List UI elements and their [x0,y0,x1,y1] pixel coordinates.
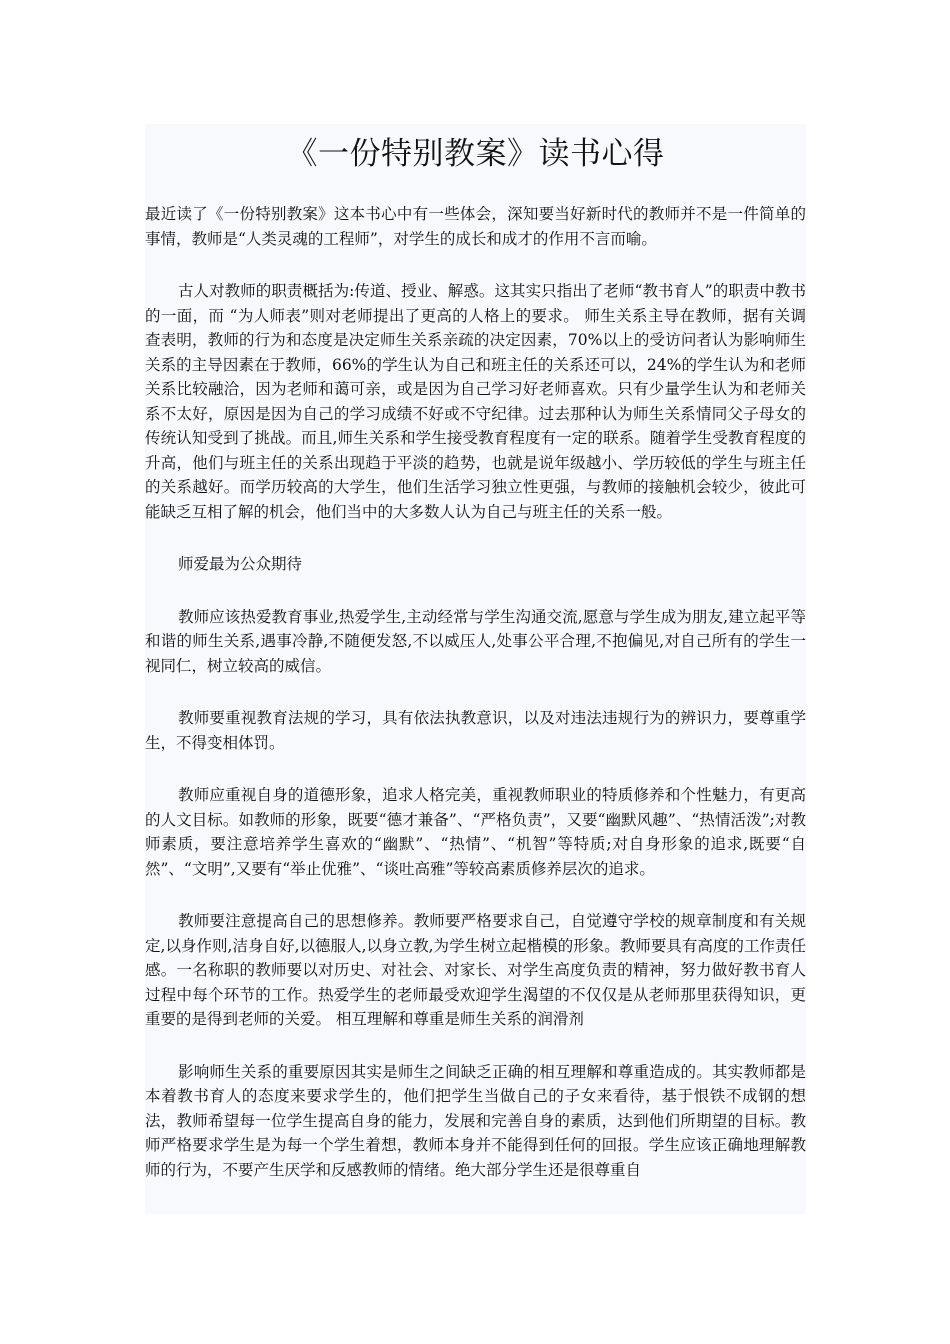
paragraph-teacher-duties: 古人对教师的职责概括为:传道、授业、解惑。这其实只指出了老师“教书育人”的职责中教书的一面，而 “为人师表”则对老师提出了更高的人格上的要求。 师生关系主导在教师，据有关调查表明，教师的行为和态度是决定师生关系亲疏的决定因素，70%以上的受访问者认为影响师生关系的主导因素在于教师，66%的学生认为自己和班主任的关系还可以，24%的学生认为和老师关系比较融洽，因为老师和蔼可亲，或是因为自己学习好老师喜欢。只有少量学生认为和老师关系不太好，原因是因为自己的学习成绩不好或不守纪律。过去那种认为师生关系情同父子母女的传统认知受到了挑战。而且,师生关系和学生接受教育程度有一定的联系。随着学生受教育程度的升高，他们与班主任的关系出现趋于平淡的趋势，也就是说年级越小、学历较低的学生与班主任的关系越好。而学历较高的大学生，他们生活学习独立性更强，与教师的接触机会较少，彼此可能缺乏互相了解的机会，他们当中的大多数人认为自己与班主任的关系一般。 [145,282,806,521]
document-title: 《一份特别教案》读书心得 [286,136,665,172]
paragraph-moral-image: 教师应重视自身的道德形象，追求人格完美，重视教师职业的特质修养和个性魅力，有更高的人文目标。如教师的形象，既要“德才兼备”、“严格负责”，又要“幽默风趣”、“热情活泼”;对教师素质，要注意培养学生喜欢的“幽默”、“热情”、“机智”等特质;对自身形象的追求,既要“自然”、“文明”,又要有“举止优雅”、“谈吐高雅”等较高素质修养层次的追求。 [145,786,806,878]
paragraph-mutual-understanding: 影响师生关系的重要原因其实是师生之间缺乏正确的相互理解和尊重造成的。其实教师都是本着教书育人的态度来要求学生的，他们把学生当做自己的子女来看待，基于恨铁不成钢的想法，教师希望每一位学生提高自身的能力，发展和完善自身的素质，达到他们所期望的目标。教师严格要求学生是为每一个学生着想，教师本身并不能得到任何的回报。学生应该正确地理解教师的行为，不要产生厌学和反感教师的情绪。绝大部分学生还是很尊重自 [145,1062,806,1179]
document-page [145,124,806,1214]
paragraph-education-law: 教师要重视教育法规的学习，具有依法执教意识，以及对违法违规行为的辨识力，要尊重学生，不得变相体罚。 [145,709,806,752]
paragraph-intro: 最近读了《一份特别教案》这本书心中有一些体会，深知要当好新时代的教师并不是一件简单的事情，教师是“人类灵魂的工程师”，对学生的成长和成才的作用不言而喻。 [145,205,806,248]
paragraph-ideological-cultivation: 教师要注意提高自己的思想修养。教师要严格要求自己，自觉遵守学校的规章制度和有关规定,以身作则,洁身自好,以德服人,以身立教,为学生树立起楷模的形象。教师要具有高度的工作责任感。一名称职的教师要以对历史、对社会、对家长、对学生高度负责的精神，努力做好教书育人过程中每个环节的工作。热爱学生的老师最受欢迎学生渴望的不仅仅是从老师那里获得知识，更重要的是得到老师的关爱。 相互理解和尊重是师生关系的润滑剂 [145,912,806,1028]
paragraph-love-education: 教师应该热爱教育事业,热爱学生,主动经常与学生沟通交流,愿意与学生成为朋友,建立起平等和谐的师生关系,遇事冷静,不随便发怒,不以威压人,处事公平合理,不抱偏见,对自己所有的学生一视同仁，树立较高的威信。 [145,607,806,675]
section-heading-teacher-love: 师爱最为公众期待 [178,555,303,573]
document-body [145,202,806,1182]
